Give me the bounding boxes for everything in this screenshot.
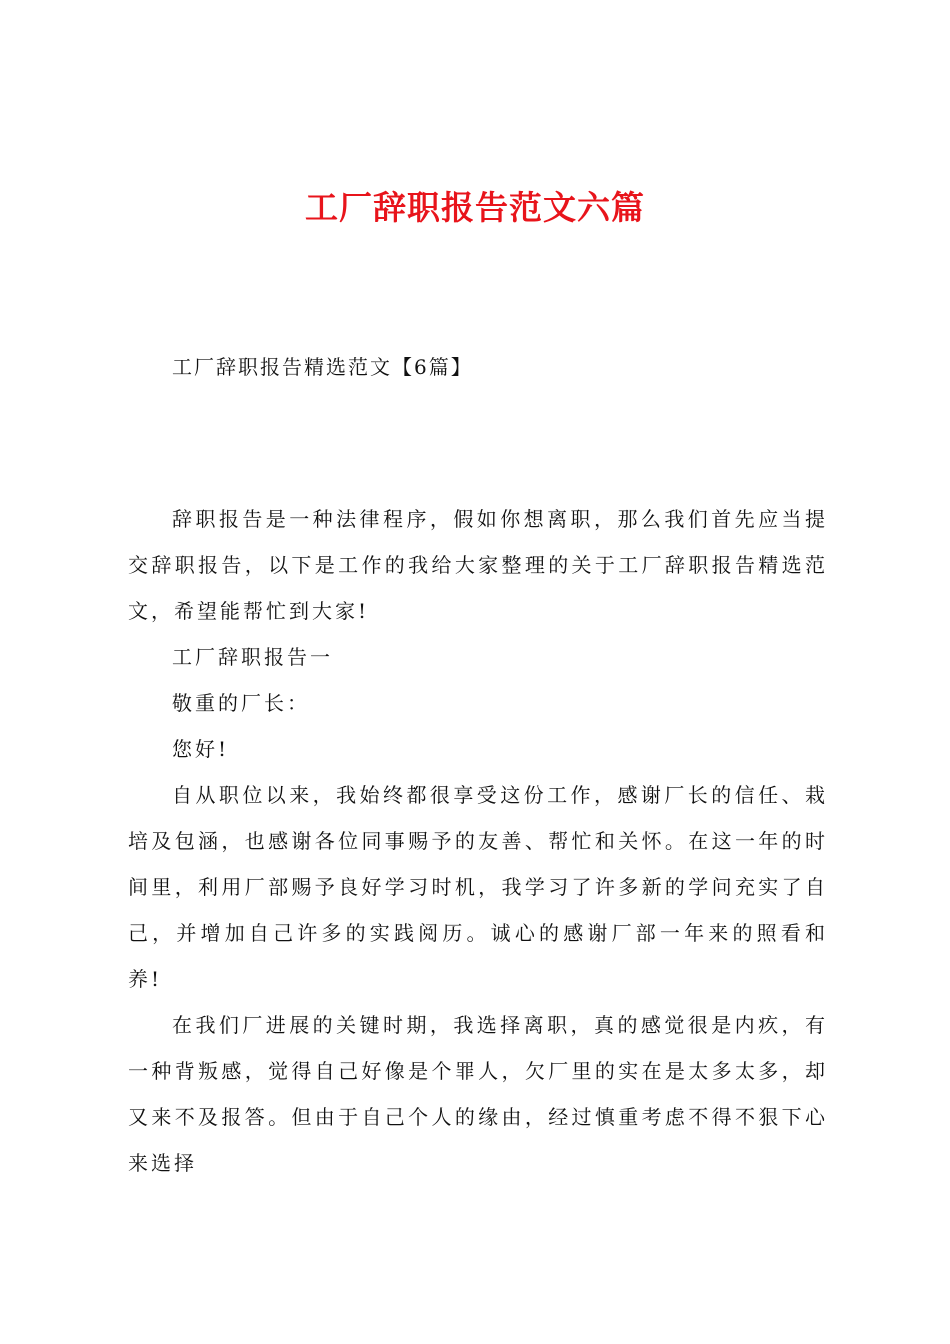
document-subtitle: 工厂辞职报告精选范文【6篇】 <box>172 355 473 379</box>
document-body <box>128 496 828 1186</box>
greeting: 您好! <box>172 737 230 761</box>
document-title: 工厂辞职报告范文六篇 <box>305 188 645 227</box>
body-paragraph: 在我们厂进展的关键时期，我选择离职，真的感觉很是内疚，有一种背叛感，觉得自己好像是个罪人，欠厂里的实在是太多太多，却又来不及报答。但由于自己个人的缘由，经过慎重考虑不得不狠下心来选择 <box>128 1013 828 1175</box>
salutation: 敬重的厂长： <box>172 691 310 715</box>
intro-paragraph: 辞职报告是一种法律程序，假如你想离职，那么我们首先应当提交辞职报告，以下是工作的我给大家整理的关于工厂辞职报告精选范文，希望能帮忙到大家! <box>128 507 828 623</box>
section-heading: 工厂辞职报告一 <box>172 645 333 669</box>
body-paragraph: 自从职位以来，我始终都很享受这份工作，感谢厂长的信任、栽培及包涵，也感谢各位同事赐予的友善、帮忙和关怀。在这一年的时间里，利用厂部赐予良好学习时机，我学习了许多新的学问充实了自己，并增加自己许多的实践阅历。诚心的感谢厂部一年来的照看和养! <box>128 783 828 991</box>
